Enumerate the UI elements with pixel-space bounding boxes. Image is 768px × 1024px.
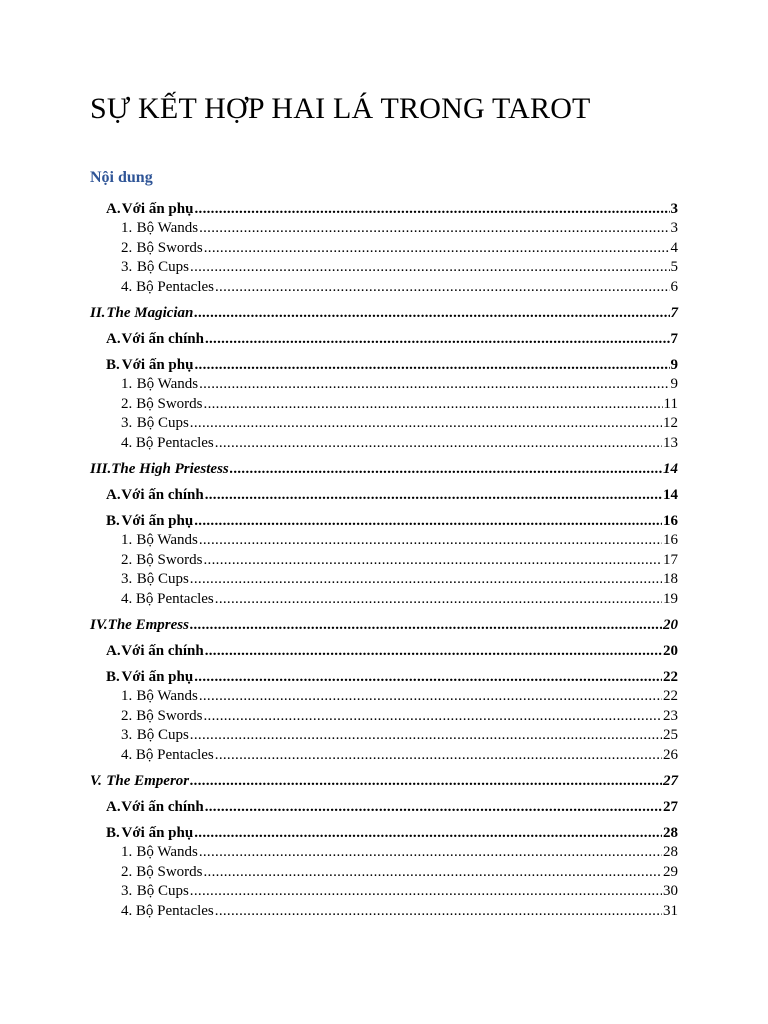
toc-entry-title: The Emperor <box>106 773 190 789</box>
toc-entry[interactable] <box>90 641 678 661</box>
toc-entry-page-number: 28 <box>663 844 678 860</box>
toc-entry-number: A. <box>106 487 121 503</box>
toc-entry-title: Bộ Wands <box>136 220 199 236</box>
toc-entry-number: 3. <box>121 727 133 743</box>
toc-entry-number: B. <box>106 513 120 529</box>
toc-entry-number: A. <box>106 331 121 347</box>
dot-leader <box>205 797 662 817</box>
toc-entry-title: Bộ Cups <box>136 727 189 743</box>
toc-entry-page-number: 6 <box>670 278 678 295</box>
toc-entry-page-number: 4 <box>670 239 678 256</box>
toc-entry-title: Bộ Wands <box>136 844 198 860</box>
dot-leader <box>215 902 662 922</box>
toc-entry[interactable] <box>90 355 678 375</box>
toc-entry-page-number: 9 <box>670 376 678 392</box>
toc-entry-number: B. <box>106 825 120 841</box>
toc-entry[interactable] <box>90 485 678 505</box>
dot-leader <box>215 590 662 610</box>
toc-entry-page-number: 3 <box>670 201 678 217</box>
toc-entry-number: 2. <box>121 239 133 256</box>
toc-entry[interactable] <box>90 375 678 395</box>
toc-entry-number: III. <box>90 461 112 477</box>
toc-entry-number: 4. <box>121 590 133 607</box>
toc-entry-number: A. <box>106 643 121 659</box>
toc-entry[interactable] <box>90 687 678 707</box>
dot-leader <box>190 771 662 791</box>
toc-entry-number: B. <box>106 669 120 685</box>
toc-entry-title: Với ấn phụ <box>121 201 194 217</box>
toc-entry-number: 1. <box>121 844 133 860</box>
toc-entry-page-number: 13 <box>663 434 678 451</box>
dot-leader <box>194 823 662 843</box>
dot-leader <box>215 746 662 766</box>
toc-entry-number: 3. <box>121 259 133 275</box>
toc-entry-number: II. <box>90 305 106 321</box>
toc-entry-title: Bộ Wands <box>136 688 198 704</box>
toc-entry-title: The Empress <box>107 617 189 633</box>
toc-entry-page-number: 23 <box>663 707 678 724</box>
toc-entry[interactable] <box>90 414 678 434</box>
toc-entry-page-number: 27 <box>663 799 678 815</box>
toc-entry-number: A. <box>106 201 121 217</box>
toc-entry-title: Với ấn phụ <box>121 669 194 685</box>
toc-entry-title: Với ấn phụ <box>121 357 194 373</box>
toc-entry[interactable] <box>90 278 678 298</box>
dot-leader <box>215 278 670 298</box>
toc-entry[interactable] <box>90 843 678 863</box>
toc-entry-title: Bộ Wands <box>136 376 199 392</box>
toc-entry-page-number: 11 <box>663 395 678 412</box>
dot-leader <box>199 219 669 239</box>
dot-leader <box>194 355 669 375</box>
toc-entry[interactable] <box>90 258 678 278</box>
toc-entry-page-number: 20 <box>663 643 678 659</box>
toc-entry-page-number: 27 <box>663 773 678 789</box>
dot-leader <box>199 687 662 707</box>
toc-entry-page-number: 25 <box>663 727 678 743</box>
toc-entry-title: Với ấn phụ <box>121 513 194 529</box>
toc-entry-title: Bộ Pentacles <box>135 902 214 919</box>
toc-entry-number: 4. <box>121 746 133 763</box>
toc-entry-title: Bộ Cups <box>136 883 189 899</box>
toc-entry[interactable] <box>90 551 678 571</box>
toc-entry-page-number: 30 <box>663 883 678 899</box>
dot-leader <box>204 551 663 571</box>
dot-leader <box>194 667 662 687</box>
toc-entry-number: 2. <box>121 551 133 568</box>
toc-entry-number: 3. <box>121 883 133 899</box>
toc-entry[interactable] <box>90 902 678 922</box>
toc-entry-title: Với ấn chính <box>121 487 204 503</box>
toc-entry-page-number: 20 <box>663 617 678 633</box>
toc-entry-page-number: 22 <box>663 688 678 704</box>
toc-entry[interactable] <box>90 726 678 746</box>
toc-entry-number: A. <box>106 799 121 815</box>
dot-leader <box>199 531 662 551</box>
toc-entry-number: B. <box>106 357 120 373</box>
toc-heading: Nội dung <box>90 169 153 186</box>
toc-entry-page-number: 14 <box>663 461 678 477</box>
toc-entry-title: Bộ Cups <box>136 415 189 431</box>
toc-entry[interactable] <box>90 590 678 610</box>
toc-entry-page-number: 7 <box>670 305 678 321</box>
toc-entry-title: Với ấn chính <box>121 643 204 659</box>
toc-entry-number: V. <box>90 773 102 789</box>
toc-entry[interactable] <box>90 746 678 766</box>
toc-entry[interactable] <box>90 219 678 239</box>
dot-leader <box>205 641 662 661</box>
toc-entry-title: Bộ Cups <box>136 571 189 587</box>
toc-entry-title: Bộ Pentacles <box>135 590 214 607</box>
toc-entry[interactable] <box>90 771 678 791</box>
toc-entry[interactable] <box>90 239 678 259</box>
toc-entry[interactable] <box>90 863 678 883</box>
toc-entry-title: Bộ Swords <box>136 239 203 256</box>
toc-entry-number: 4. <box>121 902 133 919</box>
dot-leader <box>194 303 669 323</box>
toc-entry[interactable] <box>90 615 678 635</box>
toc-entry[interactable] <box>90 570 678 590</box>
toc-entry[interactable] <box>90 797 678 817</box>
toc-entry-number: 4. <box>121 434 133 451</box>
dot-leader <box>215 434 662 454</box>
toc-entry-title: Bộ Swords <box>136 707 203 724</box>
dot-leader <box>230 459 662 479</box>
toc-entry-page-number: 26 <box>663 746 678 763</box>
toc-entry[interactable] <box>90 511 678 531</box>
toc-entry-title: Bộ Wands <box>136 532 198 548</box>
toc-entry-page-number: 3 <box>670 220 678 236</box>
dot-leader <box>190 882 662 902</box>
dot-leader <box>204 395 663 415</box>
toc-entry[interactable] <box>90 199 678 219</box>
dot-leader <box>190 414 662 434</box>
toc-entry[interactable] <box>90 434 678 454</box>
toc-entry[interactable] <box>90 329 678 349</box>
toc-entry-title: Bộ Swords <box>136 395 203 412</box>
toc-entry-title: Bộ Pentacles <box>135 434 214 451</box>
toc-entry-page-number: 28 <box>663 825 678 841</box>
table-of-contents <box>90 199 678 921</box>
dot-leader <box>199 375 669 395</box>
toc-entry-title: Bộ Swords <box>136 551 203 568</box>
toc-entry[interactable] <box>90 303 678 323</box>
toc-entry-page-number: 16 <box>663 532 678 548</box>
toc-entry-page-number: 17 <box>663 551 678 568</box>
toc-entry-title: Bộ Pentacles <box>136 278 214 295</box>
toc-entry[interactable] <box>90 707 678 727</box>
toc-entry-number: 3. <box>121 415 133 431</box>
dot-leader <box>204 707 663 727</box>
toc-entry-title: Bộ Cups <box>136 259 190 275</box>
toc-entry-title: The Magician <box>106 305 194 321</box>
toc-entry-number: 1. <box>121 532 133 548</box>
toc-entry-number: 1. <box>121 376 133 392</box>
toc-entry-title: Bộ Swords <box>136 863 203 880</box>
dot-leader <box>205 329 670 349</box>
dot-leader <box>190 615 662 635</box>
toc-entry-page-number: 7 <box>670 331 678 347</box>
toc-entry-number: 1. <box>121 220 133 236</box>
dot-leader <box>194 511 662 531</box>
toc-entry-title: Bộ Pentacles <box>135 746 214 763</box>
toc-entry-page-number: 16 <box>663 513 678 529</box>
toc-entry-title: Với ấn chính <box>121 331 204 347</box>
toc-entry-number: 4. <box>121 278 133 295</box>
toc-entry-number: 2. <box>121 707 133 724</box>
toc-entry[interactable] <box>90 882 678 902</box>
toc-entry-page-number: 5 <box>670 259 678 275</box>
dot-leader <box>190 258 669 278</box>
toc-entry-page-number: 9 <box>670 357 678 373</box>
toc-entry-title: Với ấn chính <box>121 799 204 815</box>
toc-entry-page-number: 22 <box>663 669 678 685</box>
toc-entry-page-number: 18 <box>663 571 678 587</box>
toc-entry[interactable] <box>90 531 678 551</box>
dot-leader <box>190 726 662 746</box>
toc-entry-title: The High Priestess <box>111 461 229 477</box>
toc-entry[interactable] <box>90 395 678 415</box>
toc-entry[interactable] <box>90 459 678 479</box>
toc-entry-number: IV. <box>90 617 108 633</box>
toc-entry[interactable] <box>90 667 678 687</box>
toc-entry-number: 2. <box>121 395 133 412</box>
toc-entry-number: 3. <box>121 571 133 587</box>
toc-entry-number: 2. <box>121 863 133 880</box>
toc-entry[interactable] <box>90 823 678 843</box>
dot-leader <box>205 485 662 505</box>
toc-entry-number: 1. <box>121 688 133 704</box>
dot-leader <box>204 239 670 259</box>
toc-entry-title: Với ấn phụ <box>121 825 194 841</box>
dot-leader <box>204 863 663 883</box>
dot-leader <box>190 570 662 590</box>
toc-entry-page-number: 12 <box>663 415 678 431</box>
dot-leader <box>194 199 669 219</box>
toc-entry-page-number: 31 <box>663 902 678 919</box>
document-title: SỰ KẾT HỢP HAI LÁ TRONG TAROT <box>90 92 591 125</box>
dot-leader <box>199 843 662 863</box>
toc-entry-page-number: 29 <box>663 863 678 880</box>
toc-entry-page-number: 14 <box>663 487 678 503</box>
toc-entry-page-number: 19 <box>663 590 678 607</box>
